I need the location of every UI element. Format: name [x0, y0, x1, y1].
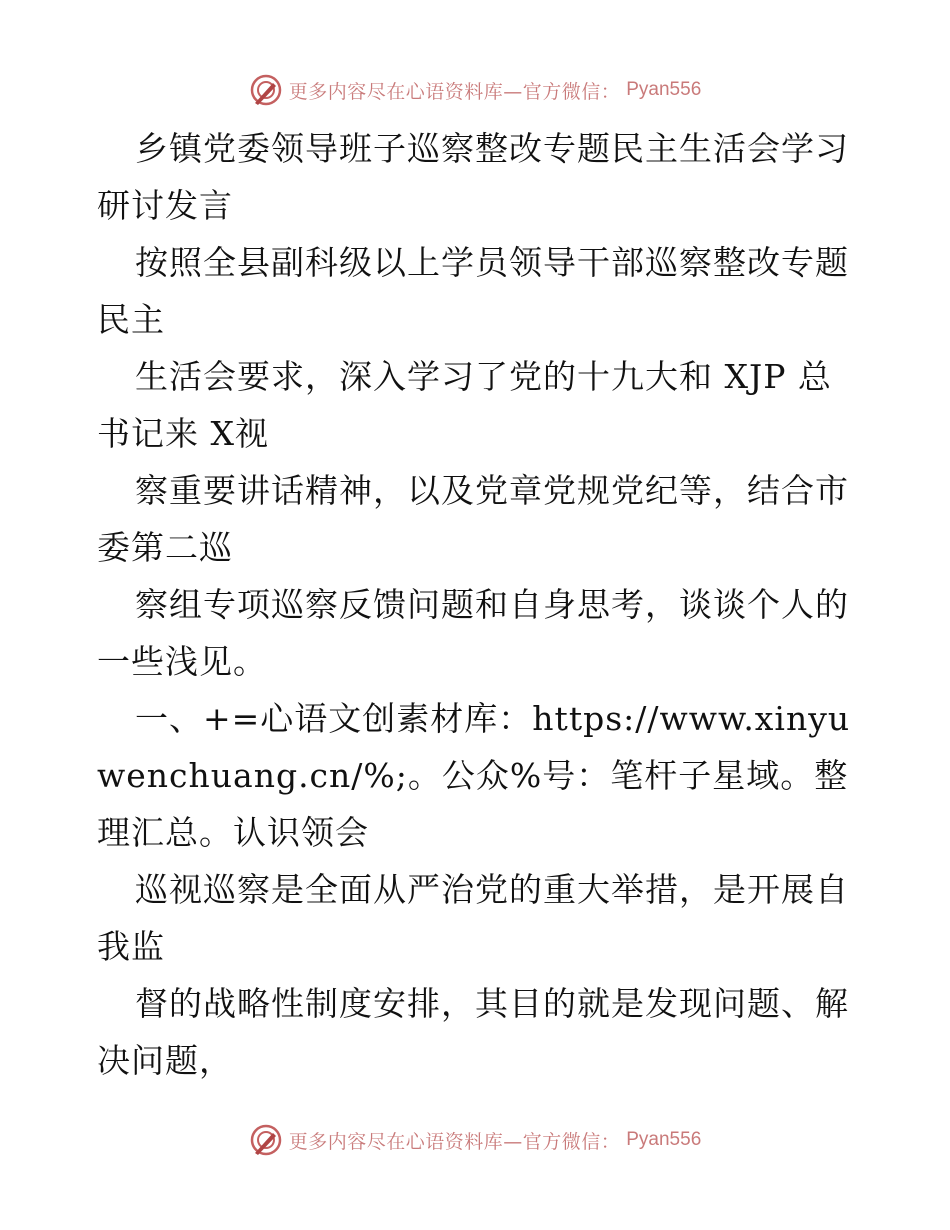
paragraph-section-heading: 一、+=心语文创素材库：https://www.xinyuwenchuang.cn/%;。公众%号：笔杆子星域。整理汇总。认识领会: [97, 699, 851, 852]
paragraph: 按照全县副科级以上学员领导干部巡察整改专题民主: [97, 243, 849, 339]
watermark-text: 更多内容尽在心语资料库—官方微信：: [288, 80, 621, 103]
paragraph: 督的战略性制度安排，其目的就是发现问题、解决问题，: [97, 984, 849, 1080]
watermark-id: Pyan556: [626, 1129, 702, 1150]
pen-logo-icon: [249, 1123, 283, 1157]
watermark-id: Pyan556: [626, 79, 702, 100]
paragraph: 察组专项巡察反馈问题和自身思考，谈谈个人的一些浅见。: [97, 585, 849, 681]
header-watermark: [0, 70, 950, 110]
paragraph: 察重要讲话精神，以及党章党规党纪等，结合市委第二巡: [97, 471, 849, 567]
document-body: [97, 120, 857, 1089]
paragraph: 巡视巡察是全面从严治党的重大举措，是开展自我监: [97, 870, 849, 966]
pen-logo-icon: [249, 73, 283, 107]
footer-watermark: [0, 1120, 950, 1160]
paragraph-title: 乡镇党委领导班子巡察整改专题民主生活会学习研讨发言: [97, 129, 849, 225]
paragraph: 生活会要求，深入学习了党的十九大和 XJP 总书记来 X视: [97, 357, 832, 453]
watermark-text: 更多内容尽在心语资料库—官方微信：: [288, 1130, 621, 1153]
